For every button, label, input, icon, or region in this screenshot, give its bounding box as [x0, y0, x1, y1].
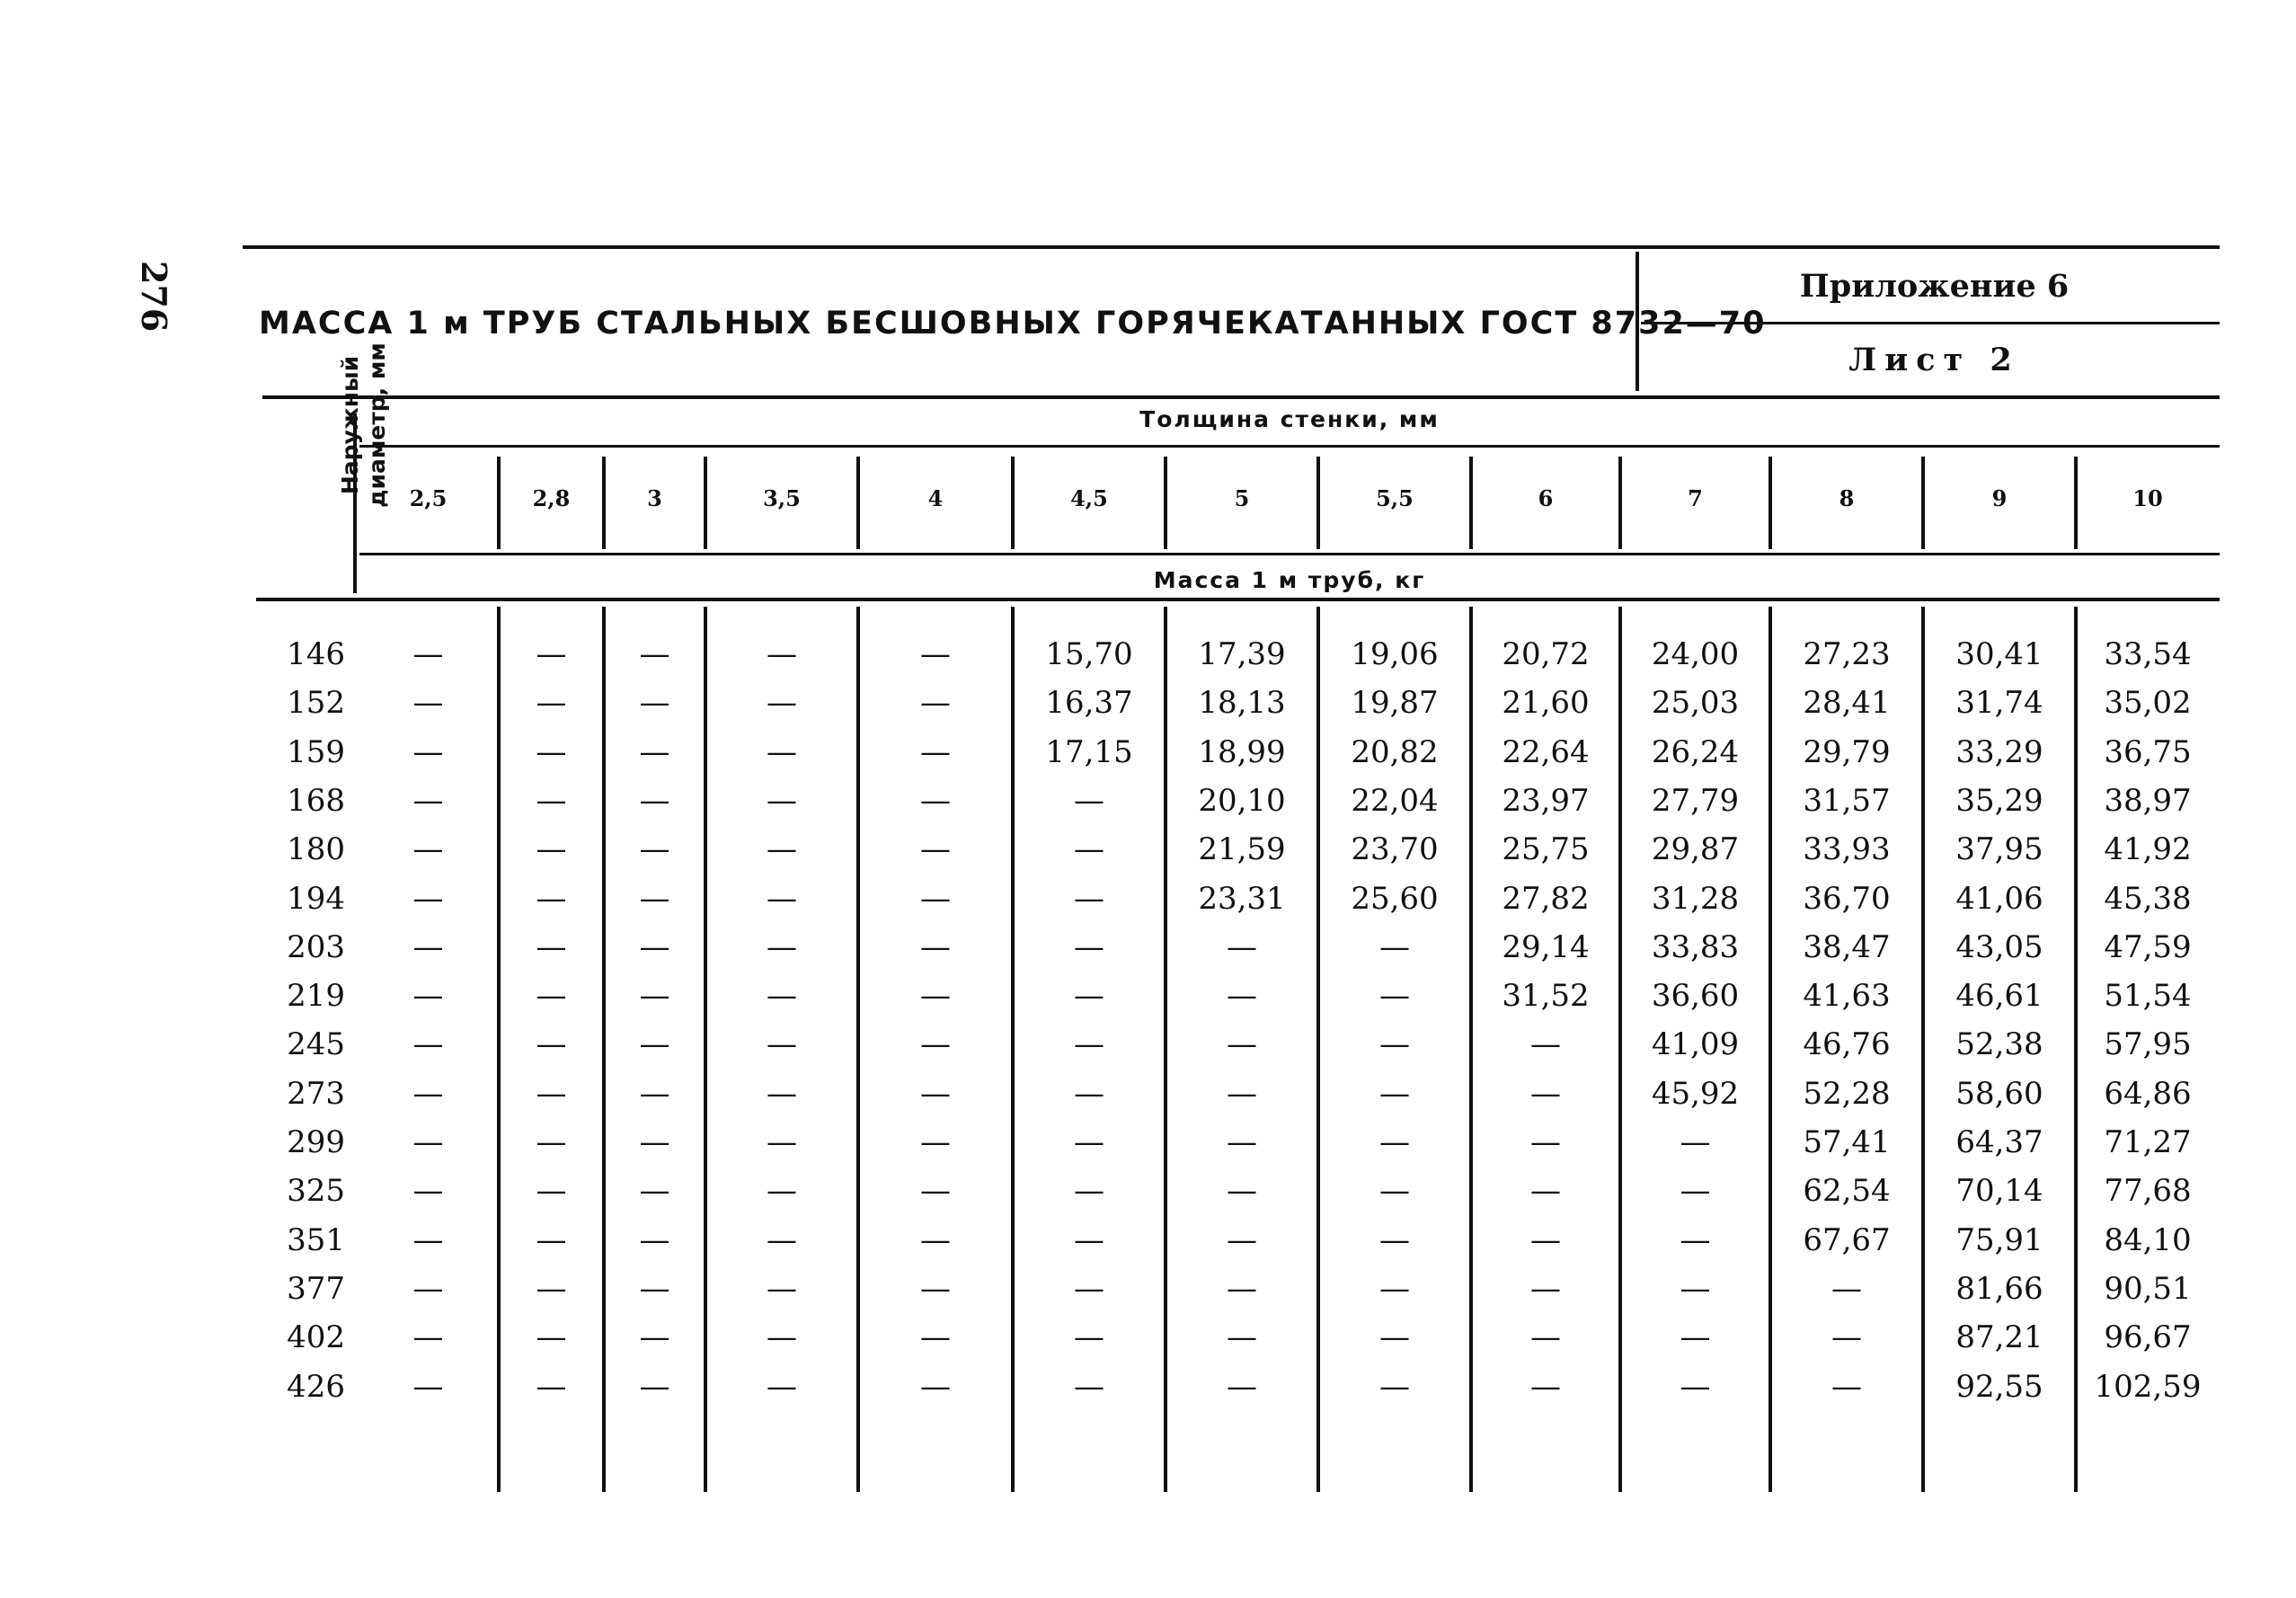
mass-cell: — [1530, 1026, 1561, 1063]
mass-cell: — [767, 1319, 797, 1356]
diameter-cell: 245 [287, 1026, 345, 1063]
mass-cell: — [1227, 978, 1257, 1015]
mass-cell: — [920, 1368, 951, 1405]
mass-cell: 38,47 [1803, 928, 1891, 965]
mass-cell: 16,37 [1045, 685, 1133, 722]
mass-cell: 51,54 [2104, 978, 2192, 1015]
mass-cell: 33,83 [1651, 928, 1740, 965]
mass-cell: — [1074, 1173, 1104, 1210]
mass-cell: — [920, 831, 951, 868]
mass-cell: — [536, 1026, 567, 1063]
mass-cell: — [536, 636, 567, 672]
mass-cell: — [536, 1221, 567, 1258]
mass-cell: 52,38 [1955, 1026, 2043, 1063]
mass-cell: — [1227, 928, 1257, 965]
mass-cell: 45,38 [2104, 880, 2192, 917]
mass-cell: 19,06 [1351, 636, 1439, 672]
appendix-label: Приложение 6 [1799, 268, 2070, 305]
mass-cell: 52,28 [1803, 1075, 1891, 1112]
mass-cell: — [1227, 1221, 1257, 1258]
mass-cell: — [1530, 1221, 1561, 1258]
diameter-cell: 219 [287, 978, 345, 1015]
mass-cell: — [412, 928, 444, 965]
diameter-cell: 194 [287, 880, 345, 917]
mass-cell: — [536, 880, 567, 917]
mass-cell: 96,67 [2104, 1319, 2192, 1356]
mass-cell: — [412, 1221, 444, 1258]
mass-cell: — [1379, 1319, 1410, 1356]
mass-cell: — [767, 1075, 797, 1112]
document-title: МАССА 1 м ТРУБ СТАЛЬНЫХ БЕСШОВНЫХ ГОРЯЧЕКАТАННЫХ ГОСТ 8732—70 [259, 306, 1767, 342]
mass-cell: — [639, 636, 670, 672]
mass-cell: — [536, 782, 567, 819]
mass-cell: — [1379, 978, 1410, 1015]
mass-cell: 45,92 [1651, 1075, 1740, 1112]
mass-header: Масса 1 м труб, кг [1153, 567, 1426, 593]
mass-cell: — [1074, 1270, 1104, 1307]
mass-cell: 64,37 [1955, 1124, 2043, 1160]
mass-cell: 28,41 [1803, 685, 1891, 722]
mass-cell: 64,86 [2104, 1075, 2192, 1112]
mass-cell: 46,61 [1955, 978, 2043, 1015]
mass-cell: 23,31 [1198, 880, 1286, 917]
mass-cell: 26,24 [1651, 733, 1740, 770]
mass-cell: 70,14 [1955, 1173, 2043, 1210]
mass-cell: — [536, 928, 567, 965]
mass-cell: — [1680, 1221, 1711, 1258]
page-number: 276 [134, 261, 174, 333]
diameter-cell: 325 [287, 1173, 345, 1210]
mass-cell: — [920, 733, 951, 770]
mass-cell: — [412, 1270, 444, 1307]
mass-cell: — [767, 1270, 797, 1307]
mass-cell: 21,59 [1198, 831, 1286, 868]
mass-cell: — [639, 1368, 670, 1405]
diameter-cell: 402 [287, 1319, 345, 1356]
mass-cell: 29,79 [1803, 733, 1891, 770]
mass-cell: 41,63 [1803, 978, 1891, 1015]
mass-cell: — [412, 880, 444, 917]
thickness-12: 10 [2132, 485, 2163, 511]
mass-cell: — [920, 978, 951, 1015]
diameter-cell: 351 [287, 1221, 345, 1258]
mass-cell: — [767, 928, 797, 965]
mass-cell: — [920, 636, 951, 672]
mass-cell: — [536, 1075, 567, 1112]
mass-cell: — [1831, 1368, 1862, 1405]
mass-cell: — [920, 1221, 951, 1258]
mass-cell: — [920, 1026, 951, 1063]
mass-cell: — [1227, 1026, 1257, 1063]
mass-cell: — [412, 685, 444, 722]
mass-cell: — [412, 1075, 444, 1112]
mass-rule [359, 553, 2220, 555]
mass-cell: 75,91 [1955, 1221, 2043, 1258]
mass-cell: — [412, 1026, 444, 1063]
mass-cell: — [767, 1026, 797, 1063]
mass-cell: — [1074, 1075, 1104, 1112]
mass-cell: — [536, 733, 567, 770]
mass-cell: 22,64 [1502, 733, 1590, 770]
mass-cell: 35,02 [2104, 685, 2192, 722]
mass-cell: 71,27 [2104, 1124, 2192, 1160]
mass-cell: — [767, 831, 797, 868]
mass-cell: 36,60 [1651, 978, 1740, 1015]
mass-cell: — [1680, 1173, 1711, 1210]
mass-cell: — [1530, 1124, 1561, 1160]
mass-cell: 81,66 [1955, 1270, 2043, 1307]
mass-cell: 27,82 [1502, 880, 1590, 917]
mass-cell: — [1680, 1319, 1711, 1356]
mass-cell: — [1074, 1319, 1104, 1356]
mass-cell: — [1379, 1075, 1410, 1112]
mass-cell: — [1227, 1124, 1257, 1160]
mass-cell: — [639, 1124, 670, 1160]
thickness-7: 5,5 [1376, 485, 1414, 511]
table-top-rule [262, 395, 2220, 399]
mass-cell: 33,54 [2104, 636, 2192, 672]
mass-cell: — [536, 1173, 567, 1210]
mass-cell: 31,52 [1502, 978, 1590, 1015]
thickness-3: 3,5 [763, 485, 801, 511]
mass-cell: 58,60 [1955, 1075, 2043, 1112]
mass-cell: 31,57 [1803, 782, 1891, 819]
mass-cell: 30,41 [1955, 636, 2043, 672]
mass-cell: 22,04 [1351, 782, 1439, 819]
mass-cell: 18,99 [1198, 733, 1286, 770]
mass-cell: 57,95 [2104, 1026, 2192, 1063]
mass-cell: — [767, 685, 797, 722]
thickness-10: 8 [1839, 485, 1855, 511]
mass-cell: — [639, 1270, 670, 1307]
diameter-cell: 377 [287, 1270, 345, 1307]
mass-cell: — [1530, 1075, 1561, 1112]
mass-cell: 31,74 [1955, 685, 2043, 722]
diameter-column-header: Наружный диаметр, мм [337, 342, 390, 508]
mass-cell: — [412, 1173, 444, 1210]
mass-cell: 25,60 [1351, 880, 1439, 917]
mass-cell: 17,15 [1045, 733, 1133, 770]
mass-cell: — [639, 1075, 670, 1112]
mass-cell: — [412, 636, 444, 672]
diameter-cell: 180 [287, 831, 345, 868]
mass-cell: — [1379, 928, 1410, 965]
mass-cell: 23,97 [1502, 782, 1590, 819]
diameter-cell: 203 [287, 928, 345, 965]
mass-cell: — [1379, 1173, 1410, 1210]
mass-cell: — [412, 1124, 444, 1160]
mass-cell: 67,67 [1803, 1221, 1891, 1258]
mass-cell: 84,10 [2104, 1221, 2192, 1258]
mass-cell: 41,92 [2104, 831, 2192, 868]
mass-cell: — [920, 928, 951, 965]
mass-cell: — [920, 1173, 951, 1210]
mass-cell: — [1379, 1026, 1410, 1063]
diameter-cell: 152 [287, 685, 345, 722]
mass-cell: — [920, 1075, 951, 1112]
mass-cell: 25,03 [1651, 685, 1740, 722]
mass-cell: — [1379, 1270, 1410, 1307]
sheet-label: Лист 2 [1848, 342, 2020, 378]
mass-cell: — [412, 1368, 444, 1405]
mass-cell: 41,06 [1955, 880, 2043, 917]
mass-cell: — [920, 782, 951, 819]
mass-cell: — [536, 831, 567, 868]
mass-cell: 23,70 [1351, 831, 1439, 868]
mass-cell: 90,51 [2104, 1270, 2192, 1307]
mass-cell: — [767, 978, 797, 1015]
mass-cell: — [412, 1319, 444, 1356]
mass-cell: — [1831, 1270, 1862, 1307]
mass-cell: 31,28 [1651, 880, 1740, 917]
mass-cell: — [767, 1368, 797, 1405]
mass-cell: 19,87 [1351, 685, 1439, 722]
mass-cell: 36,70 [1803, 880, 1891, 917]
mass-cell: 87,21 [1955, 1319, 2043, 1356]
mass-cell: 20,72 [1502, 636, 1590, 672]
mass-cell: 27,23 [1803, 636, 1891, 672]
mass-cell: — [536, 1319, 567, 1356]
mass-cell: 92,55 [1955, 1368, 2043, 1405]
mass-cell: — [536, 1368, 567, 1405]
mass-cell: — [1227, 1173, 1257, 1210]
thickness-11: 9 [1991, 485, 2008, 511]
mass-cell: — [1831, 1319, 1862, 1356]
mass-cell: — [767, 1221, 797, 1258]
mass-cell: — [639, 733, 670, 770]
thickness-1: 2,8 [532, 485, 571, 511]
mass-cell: — [536, 1124, 567, 1160]
mass-cell: — [1074, 782, 1104, 819]
mass-cell: 25,75 [1502, 831, 1590, 868]
mass-cell: 77,68 [2104, 1173, 2192, 1210]
thickness-8: 6 [1538, 485, 1554, 511]
thickness-9: 7 [1688, 485, 1703, 511]
thickness-rule [359, 445, 2220, 448]
mass-cell: — [1680, 1124, 1711, 1160]
diameter-cell: 426 [287, 1368, 345, 1405]
mass-cell: — [1379, 1124, 1410, 1160]
diameter-cell: 159 [287, 733, 345, 770]
mass-cell: — [1074, 928, 1104, 965]
mass-cell: — [1530, 1173, 1561, 1210]
mass-cell: 18,13 [1198, 685, 1286, 722]
mass-cell: — [1074, 978, 1104, 1015]
mass-cell: 17,39 [1198, 636, 1286, 672]
diameter-cell: 299 [287, 1124, 345, 1160]
mass-cell: — [639, 831, 670, 868]
mass-cell: — [1074, 880, 1104, 917]
diameter-cell: 146 [287, 636, 345, 672]
mass-cell: — [767, 1173, 797, 1210]
mass-cell: — [1074, 1124, 1104, 1160]
mass-cell: — [920, 880, 951, 917]
mass-cell: — [536, 1270, 567, 1307]
mass-cell: 20,82 [1351, 733, 1439, 770]
mass-cell: — [767, 1124, 797, 1160]
mass-cell: — [1074, 1221, 1104, 1258]
mass-cell: 20,10 [1198, 782, 1286, 819]
mass-cell: — [639, 928, 670, 965]
mass-cell: — [767, 636, 797, 672]
mass-cell: — [767, 733, 797, 770]
mass-cell: — [412, 782, 444, 819]
mass-cell: — [1680, 1270, 1711, 1307]
mass-cell: 27,79 [1651, 782, 1740, 819]
mass-cell: — [1530, 1368, 1561, 1405]
mass-cell: 15,70 [1045, 636, 1133, 672]
mass-cell: — [1227, 1270, 1257, 1307]
diameter-cell: 273 [287, 1075, 345, 1112]
mass-cell: — [1379, 1221, 1410, 1258]
top-rule [243, 245, 2220, 249]
mass-cell: — [1074, 831, 1104, 868]
mass-cell: — [1530, 1270, 1561, 1307]
mass-cell: — [1379, 1368, 1410, 1405]
mass-cell: 33,93 [1803, 831, 1891, 868]
mass-cell: — [920, 1270, 951, 1307]
mass-cell: — [639, 782, 670, 819]
mass-cell: — [920, 1319, 951, 1356]
mass-cell: — [639, 1173, 670, 1210]
diameter-cell: 168 [287, 782, 345, 819]
thickness-5: 4,5 [1070, 485, 1108, 511]
mass-cell: — [412, 831, 444, 868]
mass-cell: 41,09 [1651, 1026, 1740, 1063]
mass-cell: — [536, 978, 567, 1015]
mass-cell: — [1074, 1026, 1104, 1063]
mass-cell: 29,87 [1651, 831, 1740, 868]
mass-cell: 29,14 [1502, 928, 1590, 965]
mass-cell: — [536, 685, 567, 722]
wall-thickness-header: Толщина стенки, мм [1139, 406, 1440, 432]
mass-cell: — [1074, 1368, 1104, 1405]
mass-cell: — [639, 1221, 670, 1258]
mass-cell: — [412, 978, 444, 1015]
mass-cell: — [920, 685, 951, 722]
thickness-4: 4 [927, 485, 944, 511]
mass-cell: — [920, 1124, 951, 1160]
mass-cell: — [767, 880, 797, 917]
mass-cell: 37,95 [1955, 831, 2043, 868]
mass-cell: 47,59 [2104, 928, 2192, 965]
mass-cell: — [767, 782, 797, 819]
mass-cell: — [639, 1319, 670, 1356]
mass-cell: 38,97 [2104, 782, 2192, 819]
mass-cell: — [639, 685, 670, 722]
mass-cell: — [1227, 1319, 1257, 1356]
mass-cell: 57,41 [1803, 1124, 1891, 1160]
mass-cell: — [1227, 1368, 1257, 1405]
mass-cell: 46,76 [1803, 1026, 1891, 1063]
mass-cell: 21,60 [1502, 685, 1590, 722]
table-header-bottom-rule [256, 598, 2220, 601]
mass-cell: — [1680, 1368, 1711, 1405]
mass-cell: — [1227, 1075, 1257, 1112]
mass-cell: 35,29 [1955, 782, 2043, 819]
mass-cell: 33,29 [1955, 733, 2043, 770]
thickness-0: 2,5 [409, 485, 448, 511]
mass-cell: 62,54 [1803, 1173, 1891, 1210]
mass-cell: — [639, 978, 670, 1015]
mass-cell: 43,05 [1955, 928, 2043, 965]
thickness-2: 3 [647, 485, 662, 511]
mass-cell: 102,59 [2094, 1368, 2202, 1405]
mass-cell: — [639, 880, 670, 917]
thickness-6: 5 [1234, 485, 1250, 511]
mass-cell: — [639, 1026, 670, 1063]
mass-cell: — [1530, 1319, 1561, 1356]
mass-cell: — [412, 733, 444, 770]
mass-cell: 36,75 [2104, 733, 2192, 770]
mass-cell: 24,00 [1651, 636, 1740, 672]
